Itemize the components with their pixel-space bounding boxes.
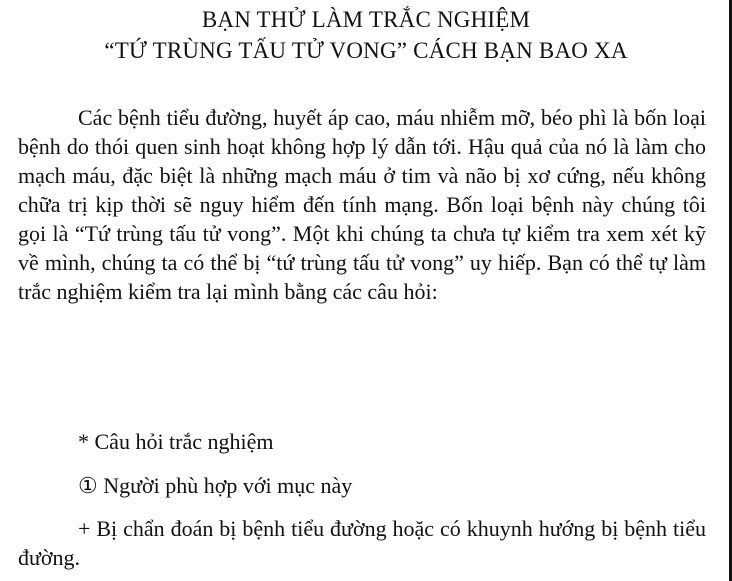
intro-paragraph: Các bệnh tiểu đường, huyết áp cao, máu nhiễm mỡ, béo phì là bốn loại bệnh do thói quen sinh hoạt không hợp lý dẫn tới. Hậu quả của nó là làm cho mạch máu, đặc biệt là những mạch máu ở tim và não bị xơ cứng, nếu không chữa trị kịp thời sẽ nguy hiểm đến tính mạng. Bốn loại bệnh này chúng tôi gọi là “Tứ trùng tấu tử vong”. Một khi chúng ta chưa tự kiểm tra xem xét kỹ về mình, chúng ta có thể bị “tứ trùng tấu tử vong” uy hiếp. Bạn có thể tự làm trắc nghiệm kiểm tra lại mình bằng các câu hỏi:: [18, 105, 706, 304]
document-title-line-1: BẠN THỬ LÀM TRẮC NGHIỆM: [201, 7, 531, 32]
document-title-line-2: “TỨ TRÙNG TẤU TỬ VONG” CÁCH BẠN BAO XA: [104, 38, 628, 63]
quiz-heading: * Câu hỏi trắc nghiệm: [78, 429, 274, 454]
section-1-heading: ① Người phù hợp với mục này: [78, 473, 353, 498]
diabetes-criterion: + Bị chẩn đoán bị bệnh tiểu đường hoặc có khuynh hướng bị bệnh tiểu đường.: [18, 516, 706, 570]
